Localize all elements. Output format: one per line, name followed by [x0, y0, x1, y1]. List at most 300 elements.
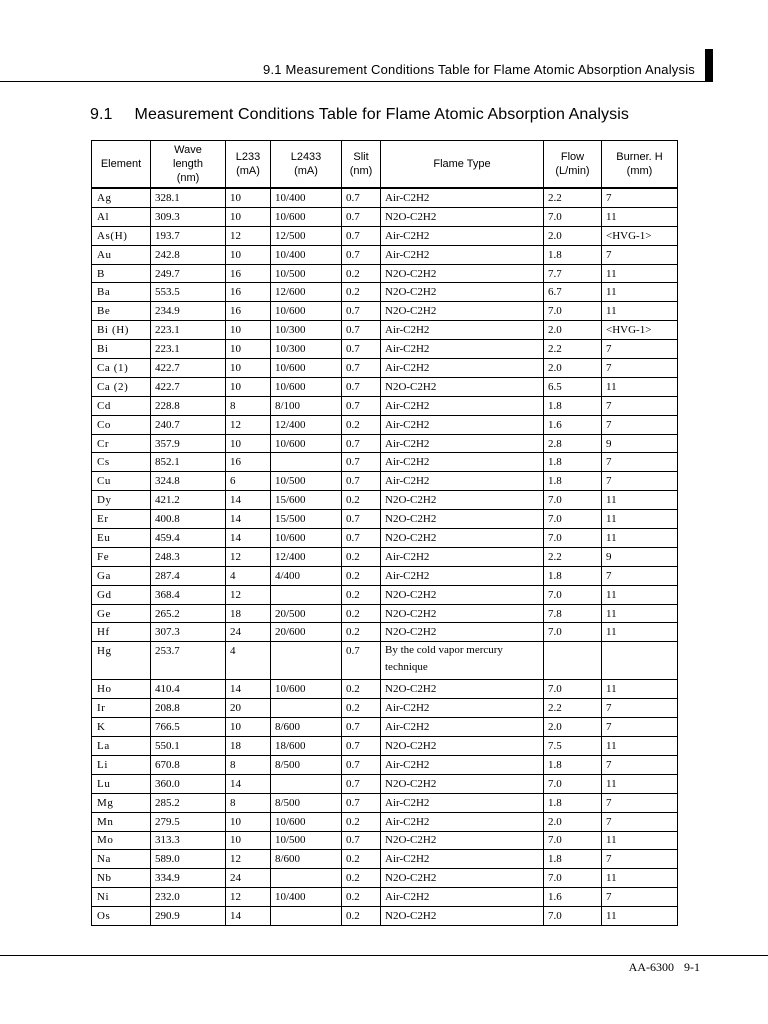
cell-flow: 1.8 — [544, 396, 602, 415]
cell-element: Cr — [92, 434, 151, 453]
cell-flame: N2O-C2H2 — [381, 869, 544, 888]
cell-flow: 1.8 — [544, 566, 602, 585]
cell-l2433: 8/600 — [271, 850, 342, 869]
cell-l2433: 10/500 — [271, 472, 342, 491]
cell-slit: 0.7 — [342, 396, 381, 415]
cell-l2433: 12/400 — [271, 547, 342, 566]
cell-l233: 16 — [226, 264, 271, 283]
table-row — [92, 774, 678, 793]
cell-burner: 11 — [602, 907, 678, 926]
cell-l2433: 10/600 — [271, 302, 342, 321]
column-header-l233 — [226, 141, 271, 189]
cell-flame: Air-C2H2 — [381, 547, 544, 566]
cell-element: Ca (1) — [92, 359, 151, 378]
cell-wave: 253.7 — [151, 642, 226, 680]
cell-flow: 2.2 — [544, 188, 602, 207]
cell-burner: 11 — [602, 737, 678, 756]
cell-l2433 — [271, 699, 342, 718]
cell-l233: 18 — [226, 604, 271, 623]
cell-flow: 2.0 — [544, 812, 602, 831]
section-heading — [90, 106, 629, 124]
cell-flame: Air-C2H2 — [381, 888, 544, 907]
cell-wave: 334.9 — [151, 869, 226, 888]
table-row — [92, 415, 678, 434]
cell-burner: 11 — [602, 302, 678, 321]
cell-l233: 16 — [226, 453, 271, 472]
column-header-burner — [602, 141, 678, 189]
cell-l2433: 10/400 — [271, 188, 342, 207]
cell-burner: 9 — [602, 547, 678, 566]
cell-flow: 7.7 — [544, 264, 602, 283]
cell-burner: 7 — [602, 793, 678, 812]
cell-flame: N2O-C2H2 — [381, 207, 544, 226]
cell-l233: 14 — [226, 680, 271, 699]
cell-slit: 0.2 — [342, 623, 381, 642]
cell-flow: 6.5 — [544, 377, 602, 396]
cell-flow: 7.0 — [544, 510, 602, 529]
cell-l2433: 10/600 — [271, 680, 342, 699]
column-header-line: (nm) — [176, 172, 200, 184]
column-header-l2433 — [271, 141, 342, 189]
cell-slit: 0.7 — [342, 434, 381, 453]
cell-element: Ni — [92, 888, 151, 907]
table-row — [92, 699, 678, 718]
cell-l233: 10 — [226, 321, 271, 340]
cell-flame: N2O-C2H2 — [381, 529, 544, 548]
cell-element: Co — [92, 415, 151, 434]
cell-l233: 24 — [226, 869, 271, 888]
header-edge-bar — [705, 49, 713, 81]
cell-flame: N2O-C2H2 — [381, 585, 544, 604]
table-row — [92, 264, 678, 283]
running-header-title: 9.1 Measurement Conditions Table for Flame Atomic Absorption Analysis — [263, 62, 695, 77]
cell-flame: N2O-C2H2 — [381, 264, 544, 283]
cell-element: Ga — [92, 566, 151, 585]
table-row — [92, 472, 678, 491]
column-header-line: Element — [100, 158, 142, 170]
table-row — [92, 755, 678, 774]
cell-l233: 20 — [226, 699, 271, 718]
cell-slit: 0.2 — [342, 585, 381, 604]
cell-burner: 11 — [602, 831, 678, 850]
cell-slit: 0.2 — [342, 888, 381, 907]
cell-l2433: 10/600 — [271, 529, 342, 548]
cell-flow: 2.2 — [544, 699, 602, 718]
cell-flow: 1.8 — [544, 755, 602, 774]
cell-burner: 11 — [602, 207, 678, 226]
cell-burner: 9 — [602, 434, 678, 453]
cell-flow: 1.6 — [544, 888, 602, 907]
cell-l2433: 15/500 — [271, 510, 342, 529]
table-row — [92, 510, 678, 529]
cell-burner: 7 — [602, 755, 678, 774]
cell-element: Cu — [92, 472, 151, 491]
cell-wave: 287.4 — [151, 566, 226, 585]
column-header-line: Flame Type — [433, 158, 491, 170]
cell-burner: 11 — [602, 377, 678, 396]
table-row — [92, 566, 678, 585]
cell-wave: 208.8 — [151, 699, 226, 718]
cell-slit: 0.2 — [342, 869, 381, 888]
cell-flame: N2O-C2H2 — [381, 623, 544, 642]
cell-flame: Air-C2H2 — [381, 188, 544, 207]
cell-l2433: 10/300 — [271, 340, 342, 359]
cell-element: Dy — [92, 491, 151, 510]
cell-l233: 10 — [226, 207, 271, 226]
cell-slit: 0.2 — [342, 604, 381, 623]
cell-l233: 10 — [226, 245, 271, 264]
cell-l233: 4 — [226, 566, 271, 585]
cell-flow: 7.0 — [544, 585, 602, 604]
cell-slit: 0.2 — [342, 264, 381, 283]
column-header-line: (nm) — [349, 165, 373, 177]
cell-flow: 1.8 — [544, 453, 602, 472]
cell-l2433: 10/600 — [271, 207, 342, 226]
cell-flame: Air-C2H2 — [381, 245, 544, 264]
column-header-line: (mA) — [236, 165, 260, 177]
cell-l233: 10 — [226, 812, 271, 831]
cell-flame: Air-C2H2 — [381, 340, 544, 359]
cell-l233: 10 — [226, 718, 271, 737]
cell-element: Bi — [92, 340, 151, 359]
cell-flame: N2O-C2H2 — [381, 680, 544, 699]
cell-l233: 14 — [226, 529, 271, 548]
cell-element: Be — [92, 302, 151, 321]
cell-slit: 0.7 — [342, 510, 381, 529]
cell-flame: Air-C2H2 — [381, 472, 544, 491]
table-row — [92, 434, 678, 453]
cell-flow: 7.0 — [544, 869, 602, 888]
cell-element: Ge — [92, 604, 151, 623]
cell-l2433: 18/600 — [271, 737, 342, 756]
cell-slit: 0.7 — [342, 831, 381, 850]
cell-flame: Air-C2H2 — [381, 793, 544, 812]
cell-burner: <HVG-1> — [602, 321, 678, 340]
cell-wave: 328.1 — [151, 188, 226, 207]
cell-flow: 7.0 — [544, 774, 602, 793]
cell-burner: 11 — [602, 491, 678, 510]
cell-burner: 7 — [602, 415, 678, 434]
table-row — [92, 529, 678, 548]
cell-element: Mo — [92, 831, 151, 850]
cell-burner: 7 — [602, 718, 678, 737]
cell-l233: 14 — [226, 491, 271, 510]
cell-l2433: 10/500 — [271, 264, 342, 283]
cell-element: Au — [92, 245, 151, 264]
cell-slit: 0.7 — [342, 302, 381, 321]
cell-flow: 1.8 — [544, 245, 602, 264]
cell-element: Fe — [92, 547, 151, 566]
column-header-line: L233 — [235, 151, 261, 163]
cell-slit: 0.2 — [342, 699, 381, 718]
table-row — [92, 585, 678, 604]
table-row — [92, 869, 678, 888]
cell-wave: 670.8 — [151, 755, 226, 774]
cell-flow: 6.7 — [544, 283, 602, 302]
cell-flow: 7.0 — [544, 491, 602, 510]
cell-flow: 2.0 — [544, 359, 602, 378]
cell-flame: Air-C2H2 — [381, 359, 544, 378]
cell-l2433 — [271, 774, 342, 793]
cell-l2433: 10/300 — [271, 321, 342, 340]
cell-slit: 0.7 — [342, 755, 381, 774]
cell-element: B — [92, 264, 151, 283]
cell-wave: 223.1 — [151, 321, 226, 340]
cell-l233: 4 — [226, 642, 271, 680]
cell-l2433: 4/400 — [271, 566, 342, 585]
column-header-line: (L/min) — [555, 165, 590, 177]
cell-slit: 0.7 — [342, 472, 381, 491]
cell-wave: 368.4 — [151, 585, 226, 604]
cell-slit: 0.7 — [342, 774, 381, 793]
cell-flow: 2.0 — [544, 226, 602, 245]
table-row — [92, 188, 678, 207]
table-row — [92, 642, 678, 680]
cell-burner: 7 — [602, 340, 678, 359]
cell-wave: 279.5 — [151, 812, 226, 831]
table-row — [92, 359, 678, 378]
cell-burner: 11 — [602, 604, 678, 623]
section-title: Measurement Conditions Table for Flame Atomic Absorption Analysis — [134, 106, 629, 123]
cell-flame: Air-C2H2 — [381, 755, 544, 774]
cell-slit: 0.7 — [342, 321, 381, 340]
cell-element: La — [92, 737, 151, 756]
cell-wave: 357.9 — [151, 434, 226, 453]
cell-flame: Air-C2H2 — [381, 321, 544, 340]
column-header-line: length — [173, 158, 203, 170]
cell-burner: 7 — [602, 812, 678, 831]
cell-element: Cs — [92, 453, 151, 472]
cell-wave: 459.4 — [151, 529, 226, 548]
column-header-line: (mA) — [294, 165, 318, 177]
cell-wave: 265.2 — [151, 604, 226, 623]
cell-flow: 7.0 — [544, 623, 602, 642]
cell-flame: Air-C2H2 — [381, 434, 544, 453]
cell-flame: N2O-C2H2 — [381, 737, 544, 756]
column-header-wave — [151, 141, 226, 189]
cell-element: Gd — [92, 585, 151, 604]
cell-element: Ag — [92, 188, 151, 207]
table-row — [92, 623, 678, 642]
cell-l233: 12 — [226, 226, 271, 245]
cell-wave: 852.1 — [151, 453, 226, 472]
table-row — [92, 377, 678, 396]
cell-l233: 12 — [226, 850, 271, 869]
column-header-line: Flow — [560, 151, 585, 163]
table-header-row — [92, 141, 678, 189]
cell-flow: 7.5 — [544, 737, 602, 756]
cell-l2433: 8/100 — [271, 396, 342, 415]
cell-burner: 11 — [602, 264, 678, 283]
column-header-element — [92, 141, 151, 189]
cell-burner: 7 — [602, 359, 678, 378]
page-footer — [629, 960, 700, 975]
cell-element: Al — [92, 207, 151, 226]
cell-wave: 313.3 — [151, 831, 226, 850]
cell-l233: 14 — [226, 907, 271, 926]
cell-wave: 422.7 — [151, 359, 226, 378]
cell-wave: 223.1 — [151, 340, 226, 359]
cell-element: Ho — [92, 680, 151, 699]
cell-burner: 11 — [602, 529, 678, 548]
column-header-line: Wave — [174, 144, 202, 156]
cell-element: Ca (2) — [92, 377, 151, 396]
table-row — [92, 226, 678, 245]
table-body — [92, 188, 678, 925]
cell-wave: 589.0 — [151, 850, 226, 869]
cell-l2433: 8/500 — [271, 793, 342, 812]
section-number: 9.1 — [90, 106, 113, 123]
table-row — [92, 718, 678, 737]
cell-flame: Air-C2H2 — [381, 850, 544, 869]
cell-flow: 7.0 — [544, 680, 602, 699]
cell-flow: 7.0 — [544, 302, 602, 321]
table-row — [92, 283, 678, 302]
column-header-flame — [381, 141, 544, 189]
cell-flow: 1.6 — [544, 415, 602, 434]
table-row — [92, 207, 678, 226]
column-header-line: L2433 — [290, 151, 322, 163]
cell-l2433: 15/600 — [271, 491, 342, 510]
cell-wave: 290.9 — [151, 907, 226, 926]
cell-flame: N2O-C2H2 — [381, 510, 544, 529]
cell-burner: 7 — [602, 396, 678, 415]
cell-flow: 7.0 — [544, 207, 602, 226]
cell-element: Li — [92, 755, 151, 774]
table-row — [92, 321, 678, 340]
cell-element: Bi (H) — [92, 321, 151, 340]
cell-flow — [544, 642, 602, 680]
cell-l2433 — [271, 585, 342, 604]
cell-wave: 234.9 — [151, 302, 226, 321]
column-header-line: (mm) — [626, 165, 653, 177]
cell-slit: 0.7 — [342, 377, 381, 396]
cell-l233: 14 — [226, 774, 271, 793]
cell-flow: 1.8 — [544, 850, 602, 869]
cell-l233: 8 — [226, 793, 271, 812]
cell-l233: 10 — [226, 831, 271, 850]
table-row — [92, 302, 678, 321]
column-header-flow — [544, 141, 602, 189]
cell-wave: 360.0 — [151, 774, 226, 793]
cell-slit: 0.2 — [342, 547, 381, 566]
cell-burner: 11 — [602, 869, 678, 888]
table-row — [92, 888, 678, 907]
cell-l2433: 10/400 — [271, 245, 342, 264]
cell-l2433: 10/600 — [271, 359, 342, 378]
cell-l233: 10 — [226, 188, 271, 207]
cell-l2433 — [271, 869, 342, 888]
cell-l2433: 10/500 — [271, 831, 342, 850]
cell-flame: N2O-C2H2 — [381, 831, 544, 850]
cell-l2433 — [271, 907, 342, 926]
cell-l2433: 8/500 — [271, 755, 342, 774]
cell-burner: 7 — [602, 850, 678, 869]
cell-element: Cd — [92, 396, 151, 415]
cell-flame: N2O-C2H2 — [381, 302, 544, 321]
cell-element: K — [92, 718, 151, 737]
cell-l233: 10 — [226, 377, 271, 396]
cell-burner — [602, 642, 678, 680]
cell-wave: 309.3 — [151, 207, 226, 226]
cell-flame: By the cold vapor mercury technique — [381, 642, 544, 680]
cell-flame: N2O-C2H2 — [381, 377, 544, 396]
cell-flow: 7.0 — [544, 831, 602, 850]
cell-wave: 421.2 — [151, 491, 226, 510]
cell-burner: 11 — [602, 510, 678, 529]
cell-flow: 2.2 — [544, 547, 602, 566]
cell-burner: 7 — [602, 245, 678, 264]
cell-wave: 550.1 — [151, 737, 226, 756]
cell-flow: 7.0 — [544, 907, 602, 926]
cell-wave: 422.7 — [151, 377, 226, 396]
footer-model: AA-6300 — [628, 960, 674, 974]
cell-flow: 2.2 — [544, 340, 602, 359]
cell-l2433: 20/500 — [271, 604, 342, 623]
cell-flow: 1.8 — [544, 472, 602, 491]
cell-element: Eu — [92, 529, 151, 548]
table-row — [92, 812, 678, 831]
cell-flow: 2.0 — [544, 718, 602, 737]
cell-slit: 0.7 — [342, 245, 381, 264]
cell-burner: 7 — [602, 566, 678, 585]
cell-burner: 7 — [602, 888, 678, 907]
cell-wave: 242.8 — [151, 245, 226, 264]
cell-slit: 0.7 — [342, 340, 381, 359]
cell-element: Na — [92, 850, 151, 869]
column-header-line: Burner. H — [616, 151, 663, 163]
cell-flow: 1.8 — [544, 793, 602, 812]
cell-burner: 11 — [602, 585, 678, 604]
cell-element: As(H) — [92, 226, 151, 245]
column-header-slit — [342, 141, 381, 189]
table-row — [92, 737, 678, 756]
cell-flame: N2O-C2H2 — [381, 283, 544, 302]
cell-flow: 7.0 — [544, 529, 602, 548]
cell-l2433: 8/600 — [271, 718, 342, 737]
cell-flame: Air-C2H2 — [381, 812, 544, 831]
cell-slit: 0.7 — [342, 226, 381, 245]
cell-slit: 0.7 — [342, 793, 381, 812]
cell-l233: 12 — [226, 888, 271, 907]
cell-slit: 0.2 — [342, 415, 381, 434]
cell-wave: 400.8 — [151, 510, 226, 529]
cell-wave: 766.5 — [151, 718, 226, 737]
cell-l2433: 10/600 — [271, 812, 342, 831]
footer-rule — [0, 955, 768, 956]
cell-l2433: 10/600 — [271, 377, 342, 396]
cell-burner: 11 — [602, 623, 678, 642]
cell-l2433: 12/400 — [271, 415, 342, 434]
cell-flame: Air-C2H2 — [381, 566, 544, 585]
cell-slit: 0.7 — [342, 718, 381, 737]
cell-wave: 324.8 — [151, 472, 226, 491]
table-row — [92, 547, 678, 566]
cell-flame: Air-C2H2 — [381, 226, 544, 245]
cell-l2433 — [271, 453, 342, 472]
cell-slit: 0.7 — [342, 737, 381, 756]
cell-slit: 0.7 — [342, 188, 381, 207]
cell-l2433: 10/600 — [271, 434, 342, 453]
table-row — [92, 245, 678, 264]
table-row — [92, 793, 678, 812]
cell-wave: 193.7 — [151, 226, 226, 245]
cell-l2433: 10/400 — [271, 888, 342, 907]
cell-l2433: 20/600 — [271, 623, 342, 642]
table-row — [92, 340, 678, 359]
table-row — [92, 907, 678, 926]
footer-page-number: 9-1 — [684, 960, 700, 974]
